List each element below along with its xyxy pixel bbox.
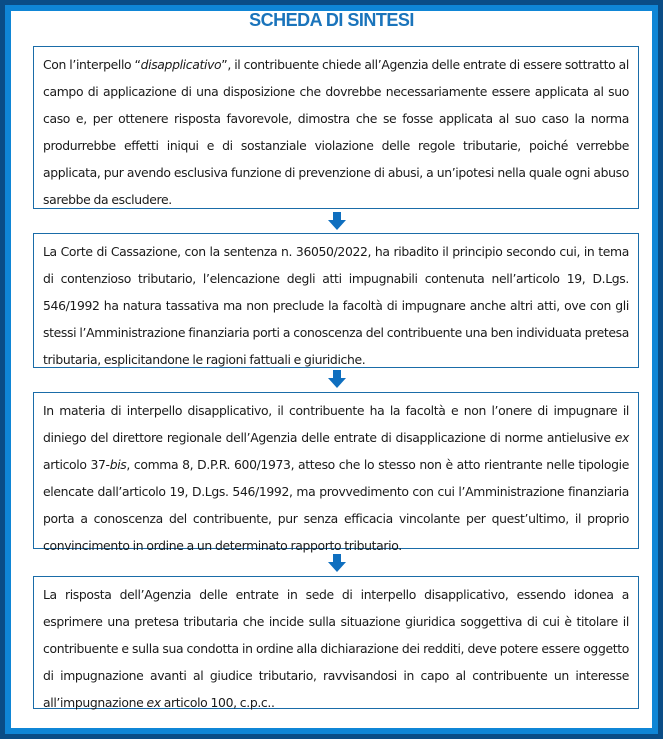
- summary-box-2: [33, 233, 639, 368]
- body-text: articolo 100, c.p.c..: [160, 695, 275, 710]
- body-text: articolo 37-: [43, 457, 110, 472]
- body-text: , comma 8, D.P.R. 600/1973, atteso che lo stesso non è atto rientrante nelle tipologie elencate dall’articolo 19, D.Lgs. 546/1992, ma provvedimento con cui l’Amministrazione finanziaria porta a conoscenza del contribuente, pur senza efficacia vincolante per quest’ultimo, il proprio convincimento in ordine a un determinato rapporto tributario.: [43, 457, 629, 553]
- arrow-down-icon: [327, 211, 347, 231]
- arrow-down-icon: [327, 553, 347, 573]
- body-text: La Corte di Cassazione, con la sentenza n. 36050/2022, ha ribadito il principio secondo cui, in tema di contenzioso tributario, l’elencazione degli atti impugnabili contenuta nell’articolo 19, D.Lgs. 546/1992 ha natura tassativa ma non preclude la facoltà di impugnare anche altri atti, ove con gli stessi l’Amministrazione finanziaria porti a conoscenza del contribuente una ben individuata pretesa tributaria, esplicitandone le ragioni fattuali e giuridiche.: [43, 244, 629, 367]
- body-text: La risposta dell’Agenzia delle entrate in sede di interpello disapplicativo, essendo idonea a esprimere una pretesa tributaria che incide sulla situazione giuridica soggettiva di cui è titolare il contribuente e sulla sua condotta in ordine alla dichiarazione dei redditi, deve potere essere oggetto di impugnazione avanti al giudice tributario, ravvisandosi in capo al contribuente un interesse all’impugnazione: [43, 587, 629, 710]
- italic-text: ex: [614, 430, 629, 445]
- italic-text: disapplicativo: [140, 57, 222, 72]
- summary-box-4: [33, 576, 639, 709]
- italic-text: bis: [109, 457, 127, 472]
- page-title: SCHEDA DI SINTESI: [249, 10, 414, 30]
- italic-text: ex: [146, 695, 161, 710]
- body-text: ”, il contribuente chiede all’Agenzia delle entrate di essere sottratto al campo di applicazione di una disposizione che dovrebbe necessariamente essere applicata al suo caso e, per ottenere risposta favorevole, dimostra che se fosse applicata al suo caso la norma produrrebbe effetti iniqui e di sostanziale violazione delle regole tributarie, poiché verrebbe applicata, pur avendo esclusiva funzione di prevenzione di abusi, a un’ipotesi nella quale ogni abuso sarebbe da escludere.: [43, 57, 629, 207]
- arrow-down-icon: [327, 369, 347, 389]
- body-text: Con l’interpello “: [43, 57, 141, 72]
- summary-box-3: [33, 392, 639, 553]
- summary-box-1: [33, 46, 639, 209]
- body-text: In materia di interpello disapplicativo, il contribuente ha la facoltà e non l’onere di impugnare il diniego del direttore regionale dell’Agenzia delle entrate di disapplicazione di norme antielusive: [43, 403, 629, 445]
